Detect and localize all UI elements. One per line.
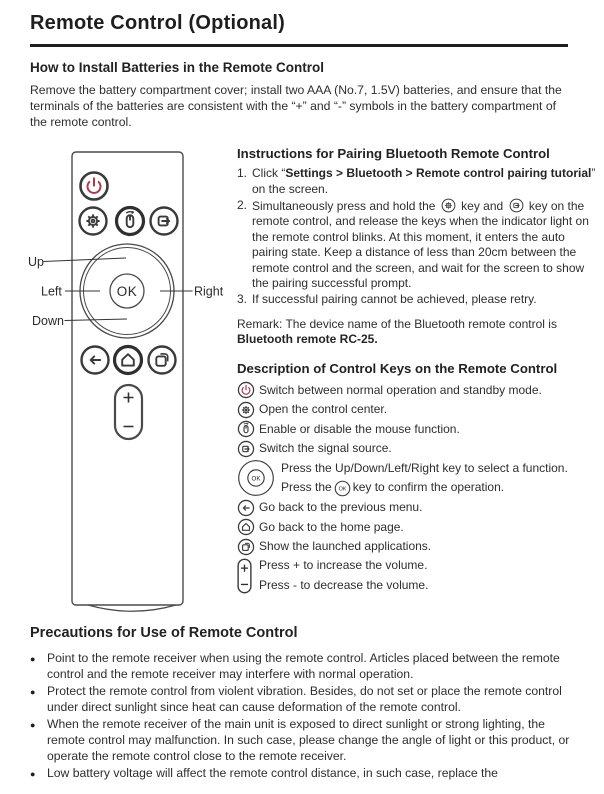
battery-install-heading: How to Install Batteries in the Remote Control: [30, 60, 325, 75]
bullet-icon: ●: [30, 654, 36, 664]
power-icon: [237, 381, 259, 399]
pairing-step-2: 2. Simultaneously press and hold the key and key on the remote control, and release the keys when the indicator light on the remote control blinks. At this moment, it enters the auto pairing state. Keep a distance of less than 20cm between the remote control and the screen, and wait for the screen to show the pairing successful prompt.: [237, 197, 589, 290]
source-button: [151, 208, 178, 235]
volume-rocker: [115, 385, 142, 439]
key-row-mouse: Enable or disable the mouse function.: [237, 420, 597, 440]
label-up: Up: [28, 255, 44, 269]
bullet-icon: ●: [30, 686, 36, 697]
battery-cover-seam: [88, 605, 176, 611]
apps-icon: [237, 538, 259, 556]
bullet-icon: ●: [30, 719, 36, 730]
mouse-icon: [237, 420, 259, 438]
keys-heading: Description of Control Keys on the Remote Control: [237, 360, 558, 376]
pairing-step-1: 1. Click “Settings > Bluetooth > Remote control pairing tutorial” on the screen.: [237, 166, 596, 196]
volume-line-1: Press + to increase the volume.: [259, 558, 428, 573]
key-row-back: Go back to the previous menu.: [237, 498, 597, 518]
back-icon: [237, 499, 259, 517]
power-button: [81, 173, 108, 200]
settings-button: [80, 208, 107, 235]
page-title-block: [30, 12, 568, 47]
ok-icon: [334, 480, 351, 497]
bullet-icon: ●: [30, 768, 36, 779]
pairing-step-3: 3. If successful pairing cannot be achieved, please retry.: [237, 292, 537, 306]
back-button: [82, 347, 109, 374]
precautions-heading: Precautions for Use of Remote Control: [30, 625, 298, 641]
key-row-apps: Show the launched applications.: [237, 537, 597, 557]
battery-install-section: [30, 60, 576, 131]
key-row-gear: Open the control center.: [237, 400, 597, 420]
gear-icon: [441, 198, 456, 213]
remote-control-figure: [20, 146, 236, 618]
source-icon: [509, 198, 524, 213]
pairing-heading: Instructions for Pairing Bluetooth Remote Control: [237, 146, 550, 161]
apps-button: [149, 347, 176, 374]
label-left: Left: [41, 284, 62, 299]
home-button: [115, 347, 142, 374]
label-right: Right: [194, 284, 224, 299]
right-column: [237, 146, 597, 595]
key-row-volume: [237, 557, 597, 595]
svg-text:OK: OK: [251, 475, 261, 483]
source-icon: [237, 440, 259, 458]
ok-line-2: Press the OK key to confirm the operation.: [281, 478, 568, 498]
pairing-remark: Remark: The device name of the Bluetooth remote control is Bluetooth remote RC-25.: [237, 316, 557, 346]
label-down: Down: [32, 314, 64, 328]
key-row-dpad-ok: [237, 459, 597, 498]
battery-install-text: Remove the battery compartment cover; install two AAA (No.7, 1.5V) batteries, and ensure that the terminals of the batteries are consistent with the “+” and “-” symbols in the battery compartment of the remote control.: [30, 83, 562, 130]
precautions-section: [30, 625, 586, 783]
volume-rocker-icon: [237, 558, 259, 594]
gear-icon: [237, 401, 259, 419]
precaution-item: ● When the remote receiver of the main unit is exposed to direct sunlight or strong lighting, the remote control may malfunction. In such case, please change the angle of light or this product, or operate the remote control close to the remote receiver.: [30, 716, 570, 764]
key-row-source: Switch the signal source.: [237, 439, 597, 459]
svg-text:OK: OK: [338, 486, 347, 493]
mouse-button: [117, 208, 144, 235]
home-icon: [237, 518, 259, 536]
volume-line-2: Press - to decrease the volume.: [259, 577, 429, 592]
key-row-home: Go back to the home page.: [237, 517, 597, 537]
precaution-item: ● Point to the remote receiver when using the remote control. Articles placed between the remote control and the remote receiver may interfere with normal operation.: [30, 651, 560, 682]
dpad-ok-icon: [237, 459, 281, 497]
precaution-item: ● Protect the remote control from violent vibration. Besides, do not set or place the remote control under direct sunlight since heat can cause deformation of the remote control.: [30, 683, 562, 715]
precaution-item: ● Low battery voltage will affect the remote control distance, in such case, replace the: [30, 765, 586, 782]
ok-button-label: OK: [116, 284, 138, 299]
key-row-power: Switch between normal operation and standby mode.: [237, 381, 597, 401]
ok-line-1: Press the Up/Down/Left/Right key to select a function.: [281, 460, 568, 475]
page-title: Remote Control (Optional): [30, 12, 285, 34]
